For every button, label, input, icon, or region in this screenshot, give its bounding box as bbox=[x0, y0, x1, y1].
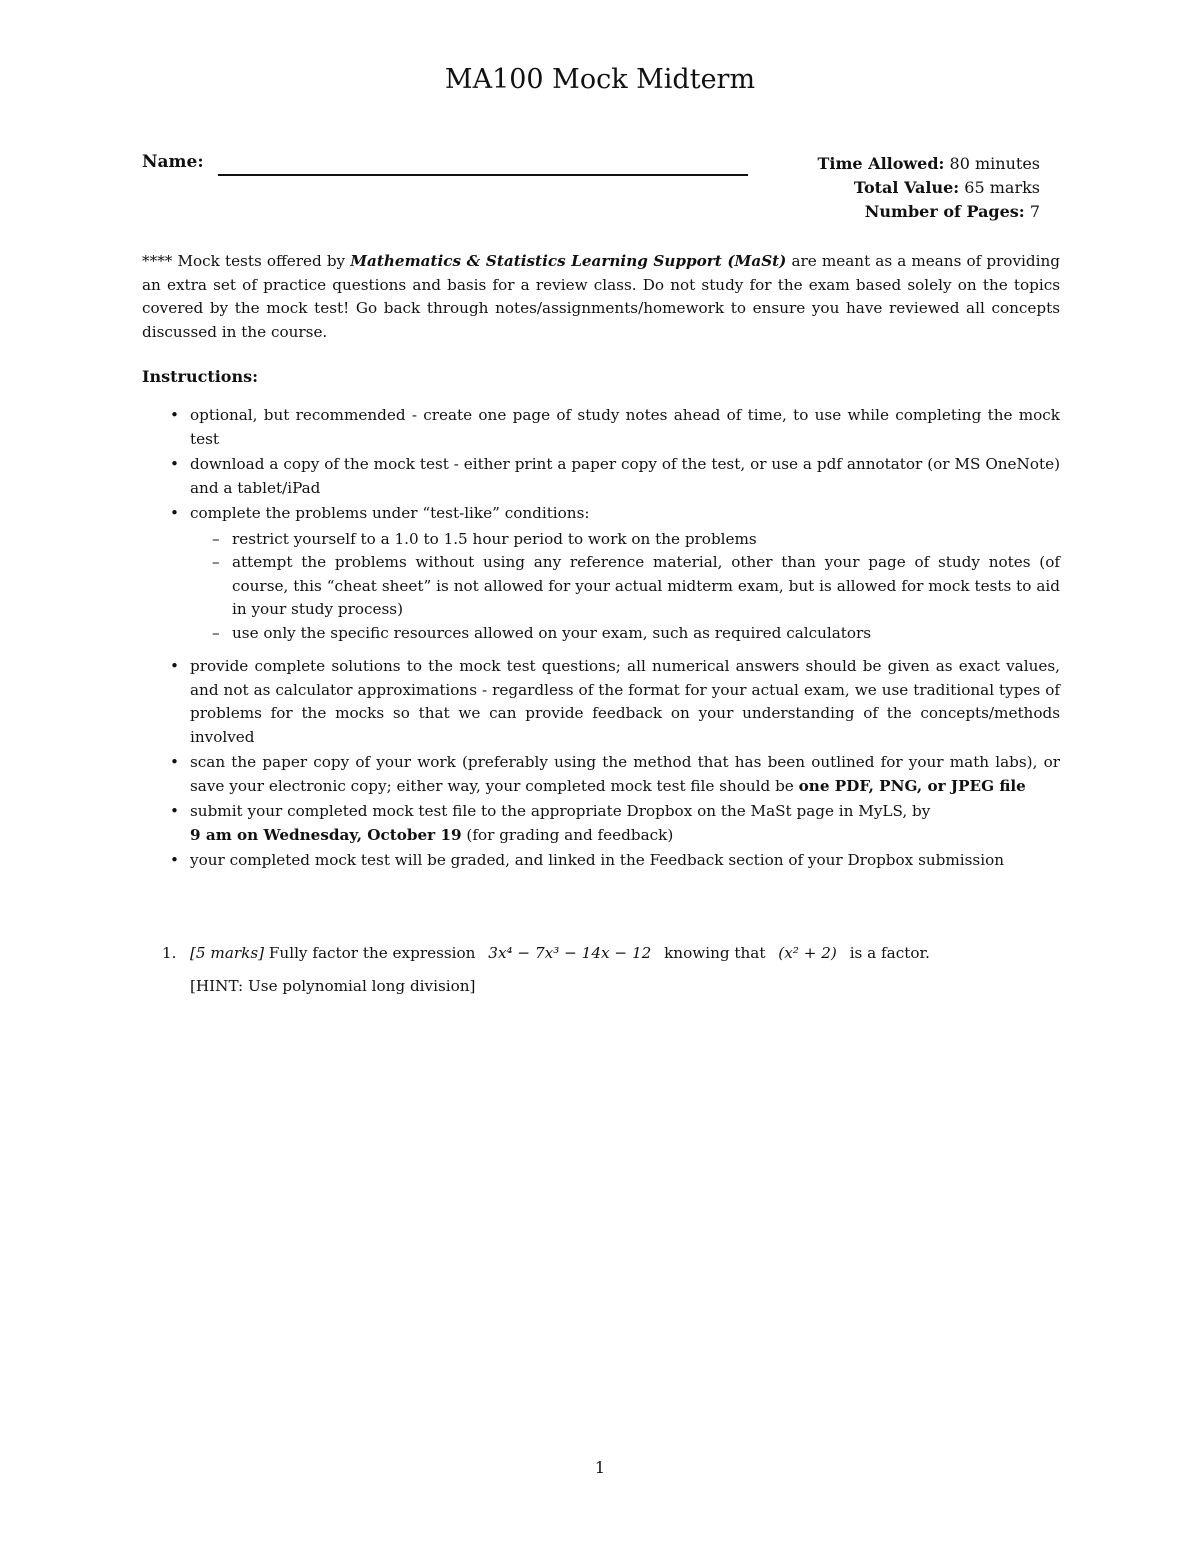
instruction-item bbox=[142, 655, 1060, 749]
bullet-icon: • bbox=[170, 851, 179, 869]
instruction-item bbox=[142, 849, 1060, 873]
time-allowed-value: 80 minutes bbox=[949, 154, 1040, 173]
number-of-pages-label: Number of Pages: bbox=[864, 202, 1025, 221]
disclaimer-suffix: are meant as a means of providing an extra set of practice questions and basis for a review class. Do not study for the exam based solely on the topics covered by the mock test! Go back through notes/assignments/homework to ensure you have reviewed all concepts discussed in the course. bbox=[142, 252, 1060, 341]
question-expression: 3x⁴ − 7x³ − 14x − 12 bbox=[488, 944, 652, 962]
disclaimer-paragraph bbox=[142, 250, 1060, 344]
instruction-text: optional, but recommended - create one page of study notes ahead of time, to use while completing the mock test bbox=[190, 406, 1060, 448]
instruction-item bbox=[142, 404, 1060, 451]
time-allowed-row bbox=[818, 152, 1041, 176]
bullet-icon: • bbox=[170, 802, 179, 820]
deadline-emphasis: 9 am on Wednesday, October 19 bbox=[190, 825, 462, 844]
disclaimer-prefix: **** Mock tests offered by bbox=[142, 252, 351, 270]
name-field-line[interactable] bbox=[218, 174, 748, 176]
conditions-sublist bbox=[190, 528, 1060, 646]
total-value-row bbox=[818, 176, 1041, 200]
page-title: MA100 Mock Midterm bbox=[444, 64, 756, 95]
instruction-item bbox=[142, 800, 1060, 847]
instruction-item bbox=[142, 453, 1060, 500]
sub-instruction-item bbox=[190, 551, 1060, 622]
instruction-item bbox=[142, 502, 1060, 645]
question-text-before: Fully factor the expression bbox=[264, 944, 476, 962]
instruction-text: complete the problems under “test-like” conditions: bbox=[190, 504, 590, 522]
disclaimer-org: Mathematics & Statistics Learning Support (MaSt) bbox=[350, 252, 787, 270]
number-of-pages-row bbox=[818, 200, 1041, 224]
instruction-text: scan the paper copy of your work (preferably using the method that has been outlined for your math labs), or save your electronic copy; either way, your completed mock test file should be bbox=[190, 753, 1060, 795]
sub-instruction-item bbox=[190, 528, 1060, 552]
instructions-list bbox=[142, 404, 1060, 875]
time-allowed-label: Time Allowed: bbox=[817, 154, 945, 173]
instruction-text: your completed mock test will be graded, and linked in the Feedback section of your Dropbox submission bbox=[190, 851, 1004, 869]
instructions-heading: Instructions: bbox=[142, 367, 259, 386]
bullet-icon: • bbox=[170, 455, 179, 473]
dash-icon: – bbox=[212, 623, 220, 642]
file-format-emphasis: one PDF, PNG, or JPEG file bbox=[798, 776, 1026, 795]
sub-instruction-text: restrict yourself to a 1.0 to 1.5 hour period to work on the problems bbox=[232, 529, 757, 548]
question-text-middle: knowing that bbox=[664, 944, 766, 962]
number-of-pages-value: 7 bbox=[1029, 202, 1040, 221]
question-marks: [5 marks] bbox=[190, 944, 265, 962]
instruction-text: submit your completed mock test file to the appropriate Dropbox on the MaSt page in MyLS, by bbox=[190, 802, 931, 820]
dash-icon: – bbox=[212, 529, 220, 548]
sub-instruction-text: use only the specific resources allowed on your exam, such as required calculators bbox=[232, 623, 872, 642]
question-1 bbox=[142, 942, 1060, 998]
instruction-text: download a copy of the mock test - either print a paper copy of the test, or use a pdf annotator (or MS OneNote) and a tablet/iPad bbox=[190, 455, 1060, 497]
instruction-item bbox=[142, 751, 1060, 798]
deadline-note: (for grading and feedback) bbox=[461, 825, 674, 844]
exam-meta bbox=[818, 152, 1041, 224]
total-value-label: Total Value: bbox=[853, 178, 960, 197]
bullet-icon: • bbox=[170, 657, 179, 675]
dash-icon: – bbox=[212, 553, 220, 571]
total-value-value: 65 marks bbox=[964, 178, 1040, 197]
page-number: 1 bbox=[594, 1458, 606, 1477]
question-prompt bbox=[142, 942, 1060, 966]
sub-instruction-text: attempt the problems without using any reference material, other than your page of study notes (of course, this “cheat sheet” is not allowed for your actual midterm exam, but is allowed for mock tests to aid in your study process) bbox=[232, 553, 1060, 618]
name-label: Name: bbox=[142, 152, 204, 172]
instruction-text: provide complete solutions to the mock test questions; all numerical answers should be given as exact values, and not as calculator approximations - regardless of the format for your actual exam, we use traditional types of problems for the mocks so that we can provide feedback on your understanding of the concepts/methods involved bbox=[190, 657, 1060, 746]
question-number: 1. bbox=[162, 944, 177, 962]
sub-instruction-item bbox=[190, 622, 1060, 646]
bullet-icon: • bbox=[170, 753, 179, 771]
question-hint: [HINT: Use polynomial long division] bbox=[190, 976, 476, 995]
bullet-icon: • bbox=[170, 406, 179, 424]
question-factor: (x² + 2) bbox=[778, 944, 837, 962]
bullet-icon: • bbox=[170, 504, 179, 522]
question-text-after: is a factor. bbox=[849, 944, 930, 962]
